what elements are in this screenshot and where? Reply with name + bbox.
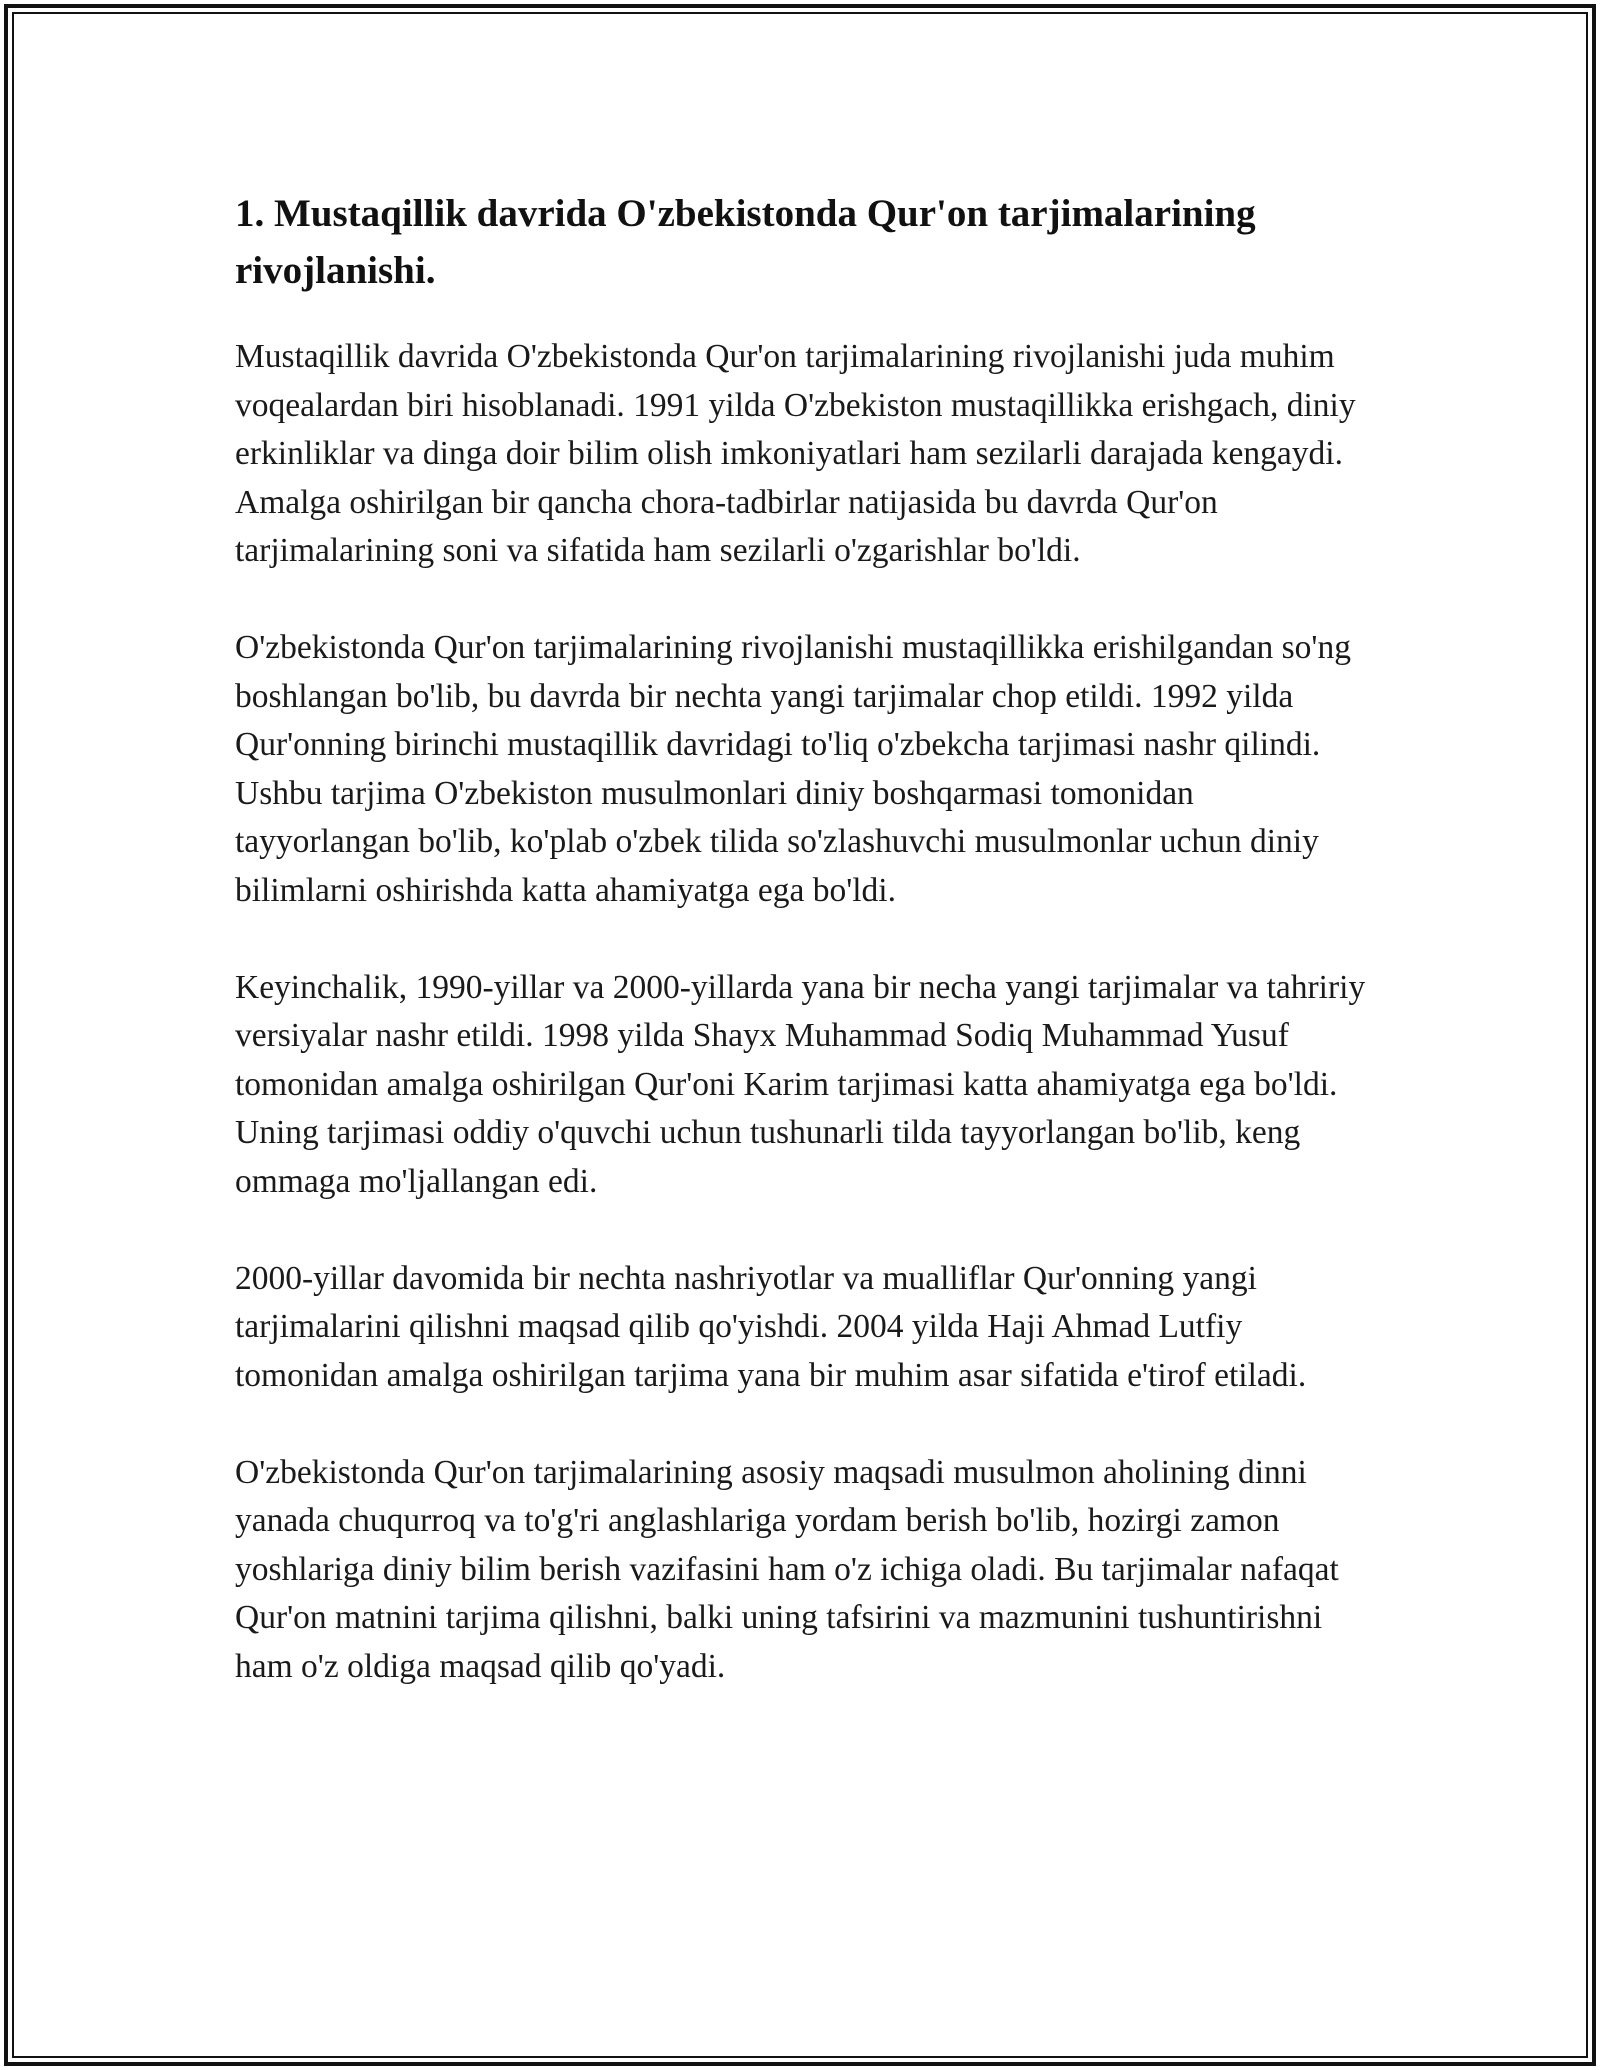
paragraph-1: Mustaqillik davrida O'zbekistonda Qur'on tarjimalarining rivojlanishi juda muhim voqealardan biri hisoblanadi. 1991 yilda O'zbekiston mustaqillikka erishgach, diniy erkinliklar va dinga doir bilim olish imkoniyatlari ham sezilarli darajada kengaydi. Amalga oshirilgan bir qancha chora-tadbirlar natijasida bu davrda Qur'on tarjimalarining soni va sifatida ham sezilarli o'zgarishlar bo'ldi. bbox=[235, 338, 1356, 569]
paragraph-2: O'zbekistonda Qur'on tarjimalarining rivojlanishi mustaqillikka erishilgandan so'ng boshlangan bo'lib, bu davrda bir nechta yangi tarjimalar chop etildi. 1992 yilda Qur'onning birinchi mustaqillik davridagi to'liq o'zbekcha tarjimasi nashr qilindi. Ushbu tarjima O'zbekiston musulmonlari diniy boshqarmasi tomonidan tayyorlangan bo'lib, ko'plab o'zbek tilida so'zlashuvchi musulmonlar uchun diniy bilimlarni oshirishda katta ahamiyatga ega bo'ldi. bbox=[235, 629, 1351, 909]
paragraph-4: 2000-yillar davomida bir nechta nashriyotlar va mualliflar Qur'onning yangi tarjimalarini qilishni maqsad qilib qo'yishdi. 2004 yilda Haji Ahmad Lutfiy tomonidan amalga oshirilgan tarjima yana bir muhim asar sifatida e'tirof etiladi. bbox=[235, 1259, 1307, 1394]
paragraph-3: Keyinchalik, 1990-yillar va 2000-yillarda yana bir necha yangi tarjimalar va tahririy versiyalar nashr etildi. 1998 yilda Shayx Muhammad Sodiq Muhammad Yusuf tomonidan amalga oshirilgan Qur'oni Karim tarjimasi katta ahamiyatga ega bo'ldi. Uning tarjimasi oddiy o'quvchi uchun tushunarli tilda tayyorlangan bo'lib, keng ommaga mo'ljallangan edi. bbox=[235, 968, 1366, 1200]
document-body bbox=[235, 185, 1375, 1740]
section-heading: 1. Mustaqillik davrida O'zbekistonda Qur'on tarjimalarining rivojlanishi. bbox=[235, 192, 1256, 292]
paragraph-5: O'zbekistonda Qur'on tarjimalarining asosiy maqsadi musulmon aholining dinni yanada chuqurroq va to'g'ri anglashlariga yordam berish bo'lib, hozirgi zamon yoshlariga diniy bilim berish vazifasini ham o'z ichiga oladi. Bu tarjimalar nafaqat Qur'on matnini tarjima qilishni, balki uning tafsirini va mazmunini tushuntirishni ham o'z oldiga maqsad qilib qo'yadi. bbox=[235, 1453, 1339, 1685]
